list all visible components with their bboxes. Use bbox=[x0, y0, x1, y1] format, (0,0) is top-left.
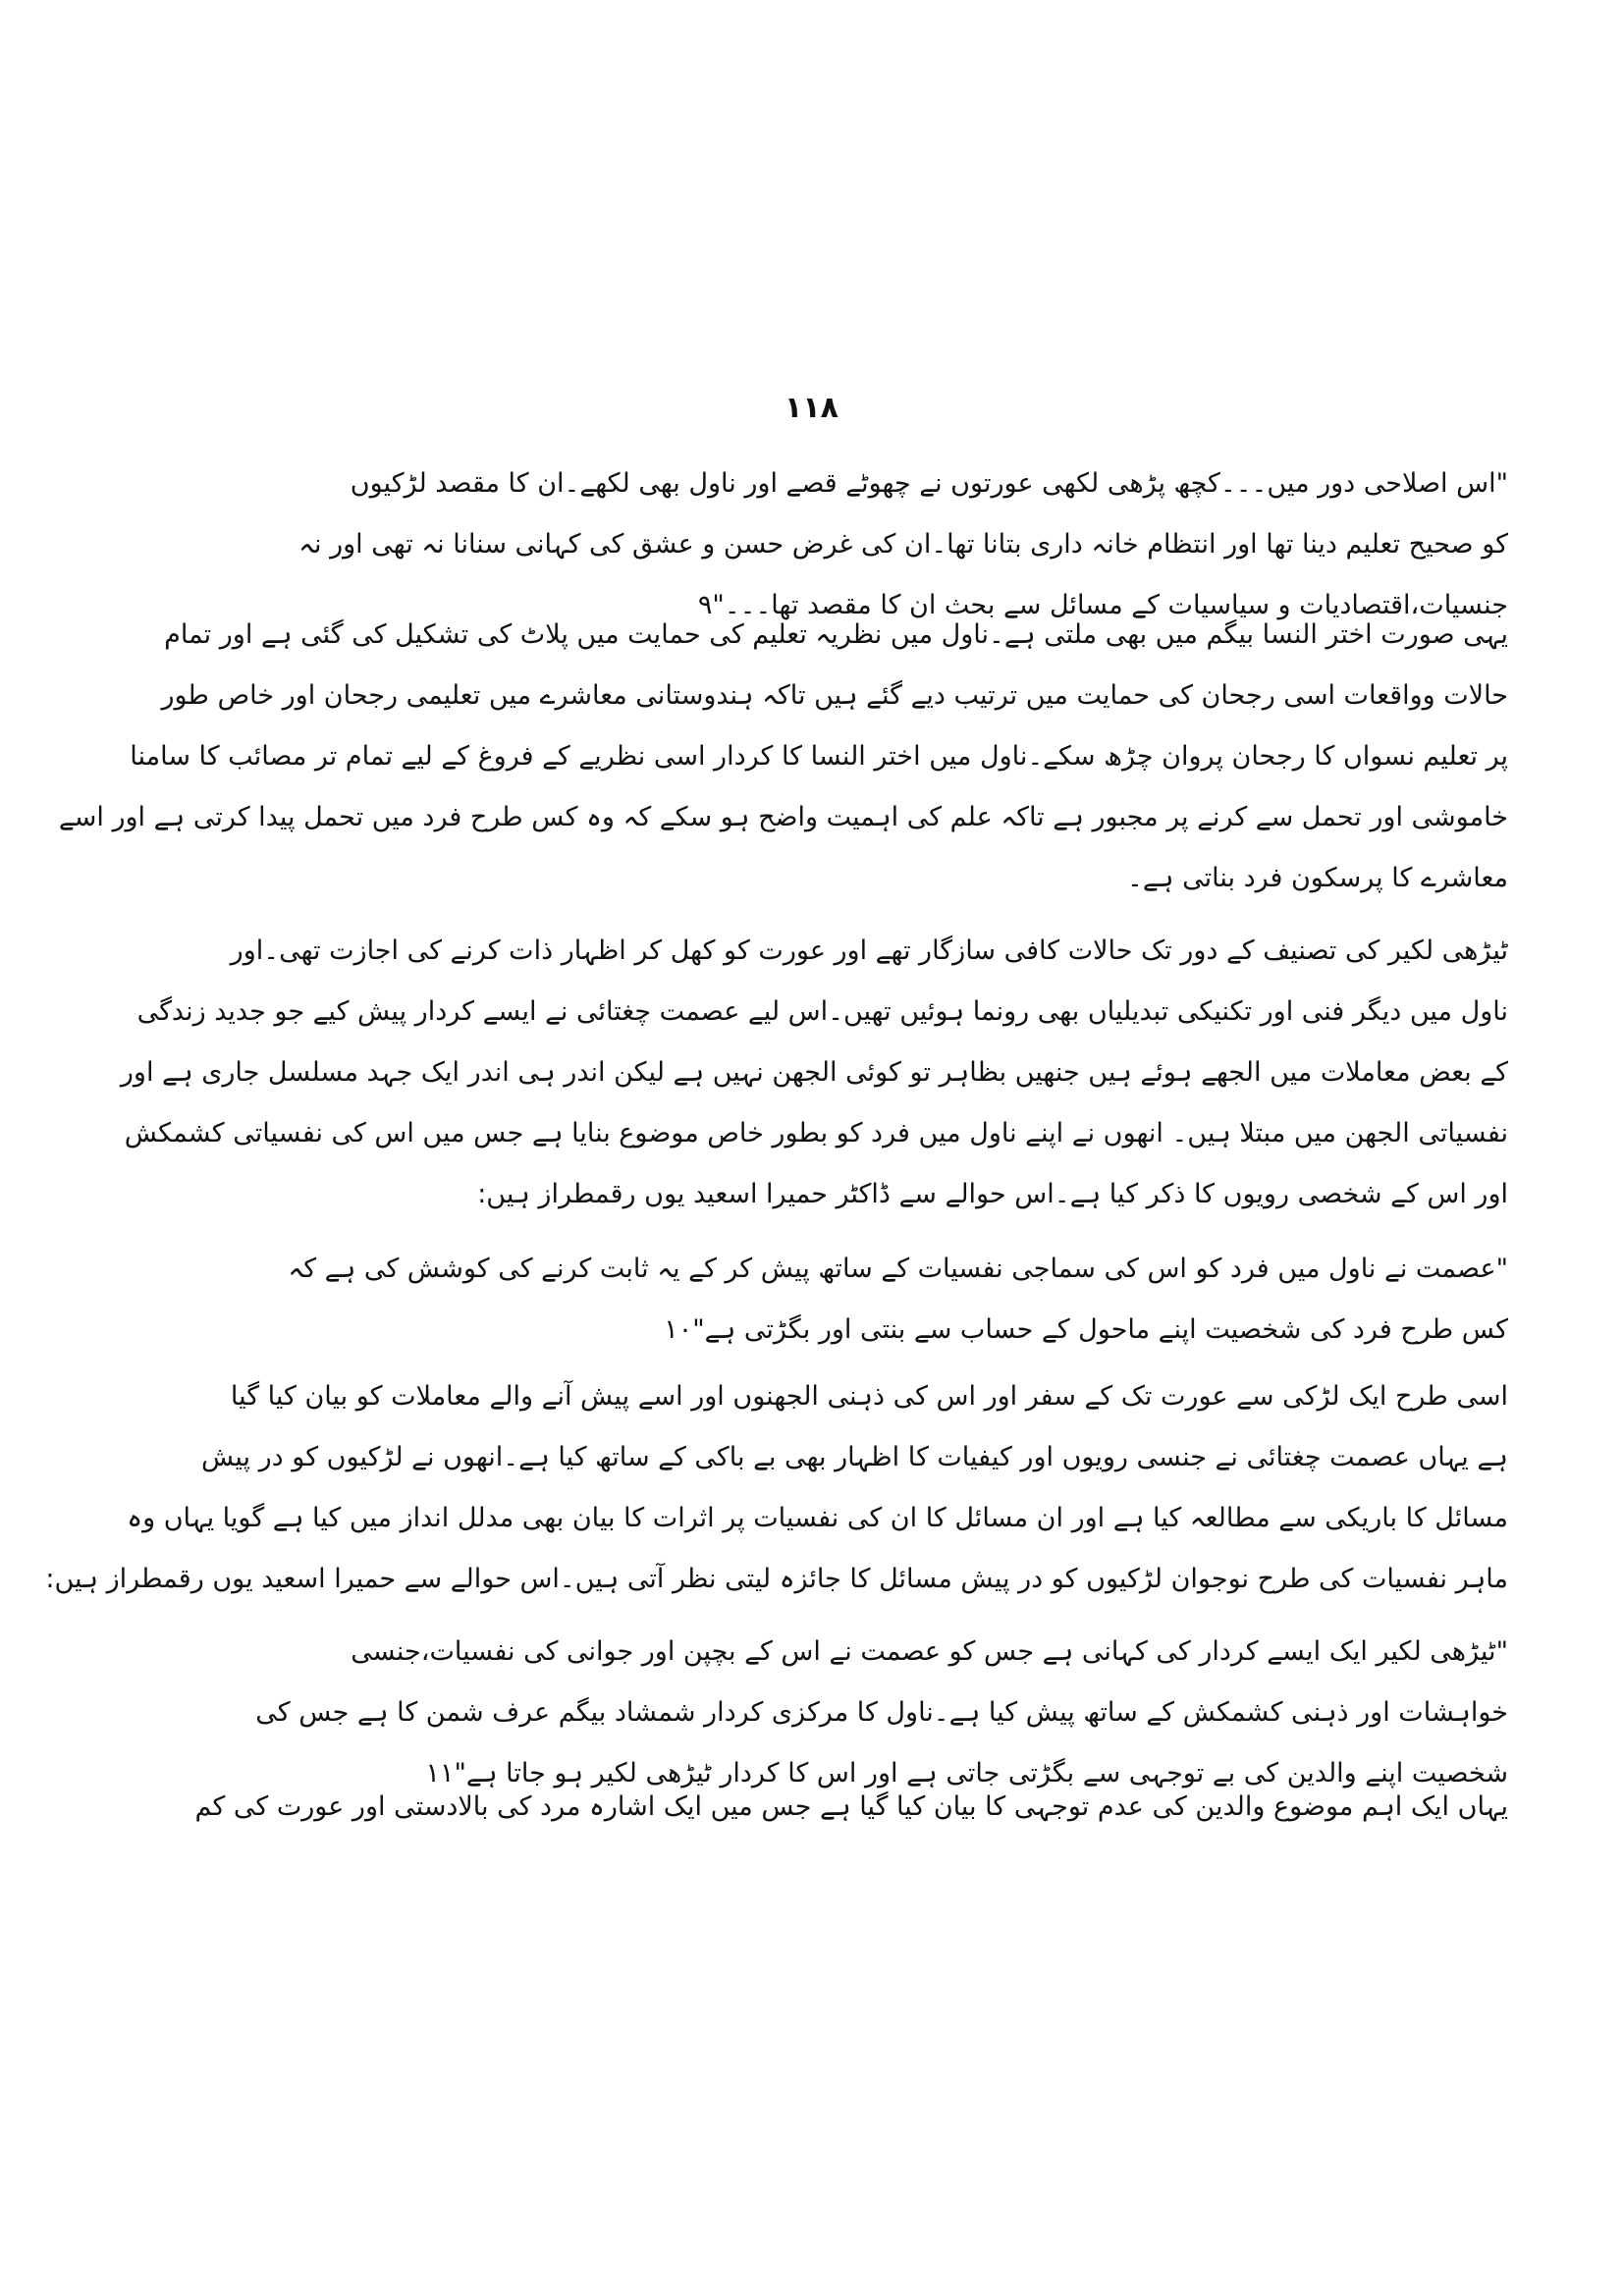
quote-line: کو صحیح تعلیم دینا تھا اور انتظام خانہ داری بتانا تھا۔ان کی غرض حسن و عشق کی کہانی سنانا نہ تھی اور نہ bbox=[298, 529, 1508, 560]
quote-line: شخصیت اپنے والدین کی بے توجہی سے بگڑتی جاتی ہے اور اس کا کردار ٹیڑھی لکیر ہو جاتا ہے"۱۱ bbox=[425, 1758, 1508, 1789]
quote-line: خواہشات اور ذہنی کشمکش کے ساتھ پیش کیا ہے۔ناول کا مرکزی کردار شمشاد بیگم عرف شمن کا ہے جس کی bbox=[255, 1697, 1508, 1728]
quote-block-2 bbox=[288, 1239, 1508, 1361]
paragraph-line: ماہر نفسیات کی طرح نوجوان لڑکیوں کو در پیش مسائل کا جائزہ لیتی نظر آتی ہیں۔اس حوالے سے حمیرا اسعید یوں رقمطراز ہیں: bbox=[45, 1564, 1508, 1594]
paragraph-line: نفسیاتی الجھن میں مبتلا ہیں۔ انھوں نے اپنے ناول میں فرد کو بطور خاص موضوع بنایا ہے جس میں اس کی نفسیاتی کشمکش bbox=[124, 1118, 1508, 1148]
paragraph-line: ہے یہاں عصمت چغتائی نے جنسی رویوں اور کیفیات کا اظہار بھی بے باکی کے ساتھ کیا ہے۔انھوں نے لڑکیوں کو در پیش bbox=[200, 1442, 1508, 1472]
paragraph-line: خاموشی اور تحمل سے کرنے پر مجبور ہے تاکہ علم کی اہمیت واضح ہو سکے کہ وہ کس طرح فرد میں تحمل پیدا کرتی ہے اور اسے bbox=[58, 802, 1508, 832]
quote-line: "عصمت نے ناول میں فرد کو اس کی سماجی نفسیات کے ساتھ پیش کر کے یہ ثابت کرنے کی کوشش کی ہے کہ bbox=[288, 1254, 1508, 1284]
paragraph-line: ناول میں دیگر فنی اور تکنیکی تبدیلیاں بھی رونما ہوئیں تھیں۔اس لیے عصمت چغتائی نے ایسے کردار پیش کیے جو جدید زندگی bbox=[136, 996, 1508, 1027]
paragraph-line: پر تعلیم نسواں کا رجحان پروان چڑھ سکے۔ناول میں اختر النسا کا کردار اسی نظریے کے فروغ کے لیے تمام تر مصائب کا سامنا bbox=[130, 741, 1508, 772]
paragraph-2 bbox=[120, 921, 1508, 1225]
paragraph-line: یہی صورت اختر النسا بیگم میں بھی ملتی ہے۔ناول میں نظریہ تعلیم کی حمایت میں پلاٹ کی تشکیل کی گئی ہے اور تمام bbox=[164, 619, 1508, 650]
quote-line: کس طرح فرد کی شخصیت اپنے ماحول کے حساب سے بنتی اور بگڑتی ہے"۱۰ bbox=[664, 1314, 1508, 1345]
quote-line: جنسیات،اقتصادیات و سیاسیات کے مسائل سے بحث ان کا مقصد تھا۔۔۔"۹ bbox=[697, 590, 1508, 620]
paragraph-3 bbox=[45, 1366, 1508, 1610]
paragraph-line: ٹیڑھی لکیر کی تصنیف کے دور تک حالات کافی سازگار تھے اور عورت کو کھل کر اظہار ذات کرنے کی اجازت تھی۔اور bbox=[230, 935, 1508, 966]
paragraph-line: کے بعض معاملات میں الجھے ہوئے ہیں جنھیں بظاہر تو کوئی الجھن نہیں ہے لیکن اندر ہی اندر ایک جہد مسلسل جاری ہے اور bbox=[120, 1057, 1508, 1088]
paragraph-line: مسائل کا باریکی سے مطالعہ کیا ہے اور ان مسائل کا ان کی نفسیات پر اثرات کا بیان بھی مدلل انداز میں کیا ہے گویا یہاں وہ bbox=[127, 1503, 1508, 1533]
paragraph-line: معاشرے کا پرسکون فرد بناتی ہے۔ bbox=[1127, 863, 1508, 893]
page-number: ۱۱۸ bbox=[784, 391, 839, 425]
paragraph-line: اسی طرح ایک لڑکی سے عورت تک کے سفر اور اس کی ذہنی الجھنوں اور اسے پیش آنے والے معاملات کو بیان کیا گیا bbox=[230, 1381, 1508, 1412]
paragraph-line: اور اس کے شخصی رویوں کا ذکر کیا ہے۔اس حوالے سے ڈاکٹر حمیرا اسعید یوں رقمطراز ہیں: bbox=[477, 1179, 1508, 1209]
paragraph-line: یہاں ایک اہم موضوع والدین کی عدم توجہی کا بیان کیا گیا ہے جس میں ایک اشارہ مرد کی بالادستی اور عورت کی کم bbox=[194, 1791, 1508, 1822]
paragraph-1 bbox=[58, 605, 1508, 909]
quote-line: "اس اصلاحی دور میں۔۔۔کچھ پڑھی لکھی عورتوں نے چھوٹے قصے اور ناول بھی لکھے۔ان کا مقصد لڑکیوں bbox=[350, 468, 1508, 499]
paragraph-line: حالات وواقعات اسی رجحان کی حمایت میں ترتیب دیے گئے ہیں تاکہ ہندوستانی معاشرے میں تعلیمی رجحان اور خاص طور bbox=[161, 680, 1508, 711]
quote-line: "ٹیڑھی لکیر ایک ایسے کردار کی کہانی ہے جس کو عصمت نے اس کے بچپن اور جوانی کی نفسیات،جنسی bbox=[351, 1636, 1508, 1667]
paragraph-4 bbox=[194, 1777, 1508, 1838]
